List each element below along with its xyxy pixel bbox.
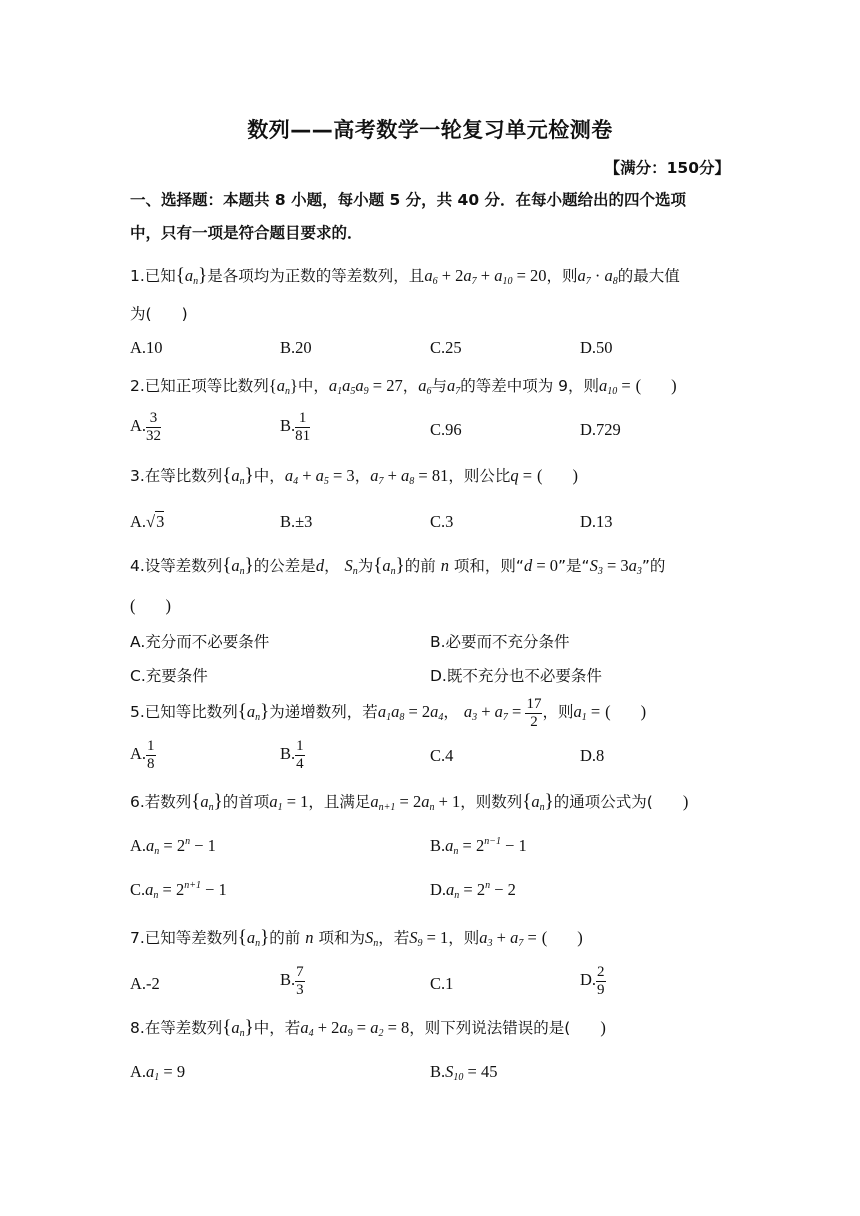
q6-option-d xyxy=(430,880,516,901)
condition-s3: $S_3 = 3a_3$ xyxy=(589,556,642,577)
q5-option-a-label: A. xyxy=(130,743,147,763)
question-1-text-3: 的最大值 xyxy=(617,267,680,285)
question-8-text-1: 中，若 xyxy=(253,1019,301,1037)
formula: $a_n = 2^{n-1} - 1$ xyxy=(445,836,527,857)
var-n: n xyxy=(305,928,314,947)
q1-option-c: C.25 xyxy=(430,338,462,357)
var-n: n xyxy=(440,556,449,575)
question-5-target: $a_1$ = xyxy=(573,701,601,723)
question-3-stem xyxy=(130,464,740,487)
fraction-denominator: 81 xyxy=(295,427,311,444)
question-1-text-2: ，则 xyxy=(546,267,578,285)
question-7-text-3: ，若 xyxy=(378,929,410,947)
q6-option-b xyxy=(430,836,527,857)
formula: $a_n = 2^n - 1$ xyxy=(146,836,216,857)
question-4-stem xyxy=(130,554,740,577)
fraction xyxy=(596,964,606,998)
q1-option-a: A.10 xyxy=(130,338,163,357)
q5-option-a xyxy=(130,738,156,772)
question-8-lead: 8.在等差数列 xyxy=(130,1019,223,1037)
answer-paren-close: ) xyxy=(600,1018,606,1037)
q6-option-c xyxy=(130,880,227,901)
fraction-numerator: 17 xyxy=(526,696,542,712)
answer-paren-close: ) xyxy=(181,305,188,323)
formula: $a_1 = 9$ xyxy=(146,1062,186,1083)
var-d: d xyxy=(315,556,325,575)
q4-option-b: B.必要而不充分条件 xyxy=(430,633,570,651)
q5-option-b xyxy=(280,738,305,772)
fraction-numerator: 1 xyxy=(147,738,155,754)
q7-option-b-label: B. xyxy=(280,969,296,989)
answer-paren-open: ( xyxy=(635,376,642,395)
question-5-text-1: 为递增数列，若 xyxy=(269,702,378,721)
question-2-text-4: 的等差中项为 9，则 xyxy=(460,377,600,395)
question-2-lead: 2.已知正项等比数列 xyxy=(130,377,269,395)
question-1-lead: 1.已知 xyxy=(130,267,176,285)
question-3-text-3: ，则公比 xyxy=(448,467,511,485)
question-5-condition-1: $a_1a_8 = 2a_4$ xyxy=(377,701,444,723)
fraction xyxy=(146,410,161,444)
section-heading xyxy=(130,184,730,250)
sequence-an-notation: $\{a_n\}$ xyxy=(237,700,270,723)
q8-option-a xyxy=(130,1062,185,1083)
question-7-text-2: 项和为 xyxy=(318,929,365,947)
question-4-text-3: 为 xyxy=(357,557,374,575)
fraction xyxy=(525,696,542,730)
q2-option-d: D.729 xyxy=(580,420,621,439)
sum-sn: $S_n$ xyxy=(364,928,379,949)
formula: $a_n = 2^n - 2$ xyxy=(446,880,516,901)
question-2-stem xyxy=(130,374,740,397)
fraction xyxy=(295,964,305,998)
question-4-text-6: ”是“ xyxy=(558,557,590,575)
q1-option-b: B.20 xyxy=(280,338,312,357)
question-6-text-2: ，且满足 xyxy=(308,793,371,811)
question-4-text-4: 的前 xyxy=(404,557,436,575)
q3-option-a xyxy=(130,512,164,532)
fraction-numerator: 3 xyxy=(146,410,161,428)
question-7-stem xyxy=(130,926,740,949)
question-1-text-1: 是各项均为正数的等差数列，且 xyxy=(207,267,425,285)
term-a6: $a_6$ xyxy=(418,376,432,397)
term-a7: $a_7$ xyxy=(447,376,461,397)
question-6-text-3: ，则数列 xyxy=(460,793,523,811)
ratio-q: q = xyxy=(510,466,533,485)
page-title: 数列——高考数学一轮复习单元检测卷 xyxy=(247,118,613,142)
q7-option-b xyxy=(280,964,305,998)
fraction-numerator: 7 xyxy=(296,964,304,980)
answer-paren-close: ) xyxy=(572,466,578,485)
fraction-denominator: 4 xyxy=(296,755,304,772)
answer-paren-close: ) xyxy=(640,701,647,721)
fraction xyxy=(295,410,310,444)
question-4-text-1: 的公差是 xyxy=(253,557,316,575)
sequence-an-notation: $\{a_n\}$ xyxy=(222,1017,254,1039)
question-4-text-2: ， xyxy=(324,557,340,575)
q2-option-a-label: A. xyxy=(130,415,147,435)
question-4-text-7: ”的 xyxy=(641,557,666,575)
q3-option-c: C.3 xyxy=(430,512,454,531)
question-7-text-4: ，则 xyxy=(448,929,480,947)
question-3-condition-2: $a_7 + a_8 = 81$ xyxy=(370,466,449,487)
answer-paren-open: ( xyxy=(541,928,548,947)
q6-option-a xyxy=(130,836,216,857)
formula: $S_{10} = 45$ xyxy=(445,1062,498,1083)
fraction-denominator: 8 xyxy=(147,755,155,772)
fraction-denominator: 9 xyxy=(597,981,605,998)
q6-option-b-label: B. xyxy=(430,836,446,855)
formula: $a_n = 2^{n+1} - 1$ xyxy=(145,880,227,901)
q7-option-d xyxy=(580,964,606,998)
question-3-condition-1: $a_4 + a_5 = 3$ xyxy=(284,466,355,487)
sequence-an-notation: $\{a_n\}$ xyxy=(522,791,554,813)
question-6-lead: 6.若数列 xyxy=(130,793,192,811)
q3-option-b: B.±3 xyxy=(280,512,313,531)
question-6-recurrence: $a_{n+1} = 2a_n + 1$ xyxy=(370,792,461,813)
question-2-target: $a_{10}$ = xyxy=(599,376,631,397)
question-2-text-3: 与 xyxy=(431,377,447,395)
question-4-stem-cont xyxy=(130,596,740,616)
q3-option-a-label: A. xyxy=(130,512,147,531)
question-6-text-1: 的首项 xyxy=(222,793,270,811)
question-1-condition: $a_6 + 2a_7 + a_{10} = 20$ xyxy=(424,266,547,287)
question-5-text-3: ，则 xyxy=(542,702,574,721)
square-root: √3 xyxy=(146,512,165,531)
question-5-condition-2: $a_3 + a_7$ = $\frac{17}{2}$ xyxy=(463,696,542,730)
fraction-denominator: 3 xyxy=(296,981,304,998)
q2-option-c: C.96 xyxy=(430,420,462,439)
question-8-text-2: ，则下列说法错误的是( xyxy=(409,1019,571,1037)
answer-paren-open: ( xyxy=(536,466,543,485)
q6-option-c-label: C. xyxy=(130,880,146,899)
q8-option-b xyxy=(430,1062,497,1083)
radicand: 3 xyxy=(156,512,165,531)
sequence-an-notation: $\{a_n\}$ xyxy=(175,265,208,287)
q6-option-a-label: A. xyxy=(130,836,147,855)
q7-option-a: A.-2 xyxy=(130,974,160,993)
question-2-text-1: 中， xyxy=(297,377,329,395)
question-3-text-2: ， xyxy=(354,467,371,485)
question-5-text-2: ， xyxy=(443,702,459,721)
q5-option-c: C.4 xyxy=(430,746,454,765)
answer-paren-open: ( xyxy=(130,596,136,615)
fraction xyxy=(146,738,156,772)
sequence-an-notation: $\{a_n\}$ xyxy=(222,555,254,577)
question-7-condition: $S_9 = 1$ xyxy=(409,928,449,949)
q8-option-a-label: A. xyxy=(130,1062,147,1081)
question-1-stem-cont xyxy=(130,302,740,324)
q6-option-d-label: D. xyxy=(430,880,447,899)
q2-option-a xyxy=(130,410,161,444)
question-1-stem xyxy=(130,264,740,287)
q8-option-b-label: B. xyxy=(430,1062,446,1081)
q7-option-d-label: D. xyxy=(580,969,597,989)
question-1-product: $a_7 \cdot a_8$ xyxy=(577,266,618,287)
condition-d-zero: d = 0 xyxy=(523,556,559,575)
question-5-stem xyxy=(130,696,740,730)
sequence-an-notation: $\{a_n\}$ xyxy=(373,555,405,577)
question-2-condition: $a_1a_5a_9 = 27$ xyxy=(328,376,403,397)
answer-paren-close: ) xyxy=(165,596,171,615)
q4-option-d: D.既不充分也不必要条件 xyxy=(430,667,602,685)
question-6-stem xyxy=(130,790,740,813)
question-1-text-4: 为( xyxy=(130,305,152,323)
question-4-lead: 4.设等差数列 xyxy=(130,557,223,575)
sequence-an-notation: $\{a_n\}$ xyxy=(222,465,254,487)
answer-paren-close: ) xyxy=(682,792,689,811)
question-8-condition: $a_4 + 2a_9 = a_2 = 8$ xyxy=(300,1018,410,1039)
fraction-numerator: 1 xyxy=(295,410,310,428)
full-score-label: 【满分：150分】 xyxy=(604,159,730,177)
question-4-text-5: 项和，则“ xyxy=(453,557,524,575)
q3-option-d: D.13 xyxy=(580,512,613,531)
q4-option-c: C.充要条件 xyxy=(130,667,208,685)
answer-paren-open: ( xyxy=(605,701,611,721)
q4-option-a: A.充分而不必要条件 xyxy=(130,633,270,651)
q2-option-b-label: B. xyxy=(280,415,296,435)
q1-option-d: D.50 xyxy=(580,338,613,357)
sum-sn: $S_n$ xyxy=(344,556,358,577)
question-7-target: $a_3 + a_7$ = xyxy=(479,928,537,949)
question-7-lead: 7.已知等差数列 xyxy=(130,929,238,947)
question-2-text-2: ， xyxy=(402,377,419,395)
fraction-denominator: 32 xyxy=(146,427,162,444)
fraction-numerator: 2 xyxy=(597,964,605,980)
sequence-an-notation: $\{a_n\}$ xyxy=(237,927,270,949)
question-3-text-1: 中， xyxy=(253,467,285,485)
question-3-lead: 3.在等比数列 xyxy=(130,467,223,485)
question-5-lead: 5.已知等比数列 xyxy=(130,702,238,721)
answer-paren-close: ) xyxy=(577,928,583,947)
question-6-initial: $a_1 = 1$ xyxy=(269,792,309,813)
q5-option-b-label: B. xyxy=(280,743,296,763)
section-heading-line-1: 一、选择题：本题共 8 小题，每小题 5 分，共 40 分．在每小题给出的四个选项 xyxy=(130,191,687,209)
fraction xyxy=(295,738,305,772)
section-heading-line-2: 中，只有一项是符合题目要求的． xyxy=(130,224,363,242)
sequence-an-notation: $\{a_n\}$ xyxy=(268,376,298,397)
fraction-numerator: 1 xyxy=(296,738,304,754)
question-7-text-1: 的前 xyxy=(269,929,301,947)
q5-option-d: D.8 xyxy=(580,746,605,765)
question-8-stem xyxy=(130,1016,740,1039)
q2-option-b xyxy=(280,410,310,444)
q7-option-c: C.1 xyxy=(430,974,454,993)
answer-paren-close: ) xyxy=(671,376,677,395)
fraction-denominator: 2 xyxy=(530,713,538,730)
sequence-an-notation: $\{a_n\}$ xyxy=(191,791,223,813)
question-6-text-4: 的通项公式为( xyxy=(553,793,653,811)
